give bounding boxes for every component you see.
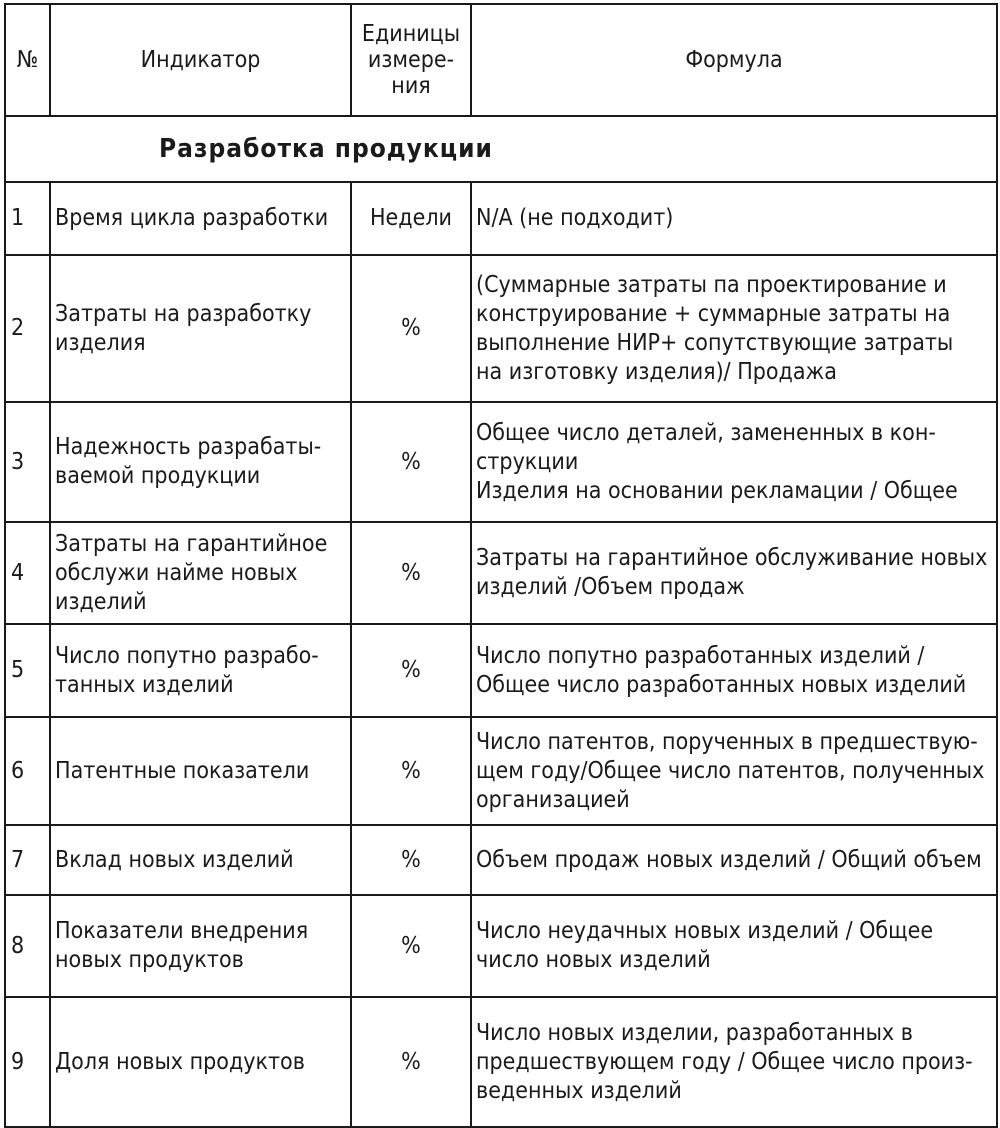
- formula-cell: N/A (не подходит): [471, 182, 997, 255]
- indicator-cell: Вклад новых изделий: [50, 825, 351, 895]
- row-number: 9: [5, 997, 50, 1127]
- formula-cell: Число неудачных новых изделий / Общее число новых изделий: [471, 895, 997, 997]
- unit-cell: %: [351, 997, 471, 1127]
- row-number: 2: [5, 255, 50, 402]
- formula-cell: Затраты на гарантийное обслуживание новых изделий /Объем продаж: [471, 522, 997, 624]
- table-row: [5, 522, 997, 624]
- row-number: 4: [5, 522, 50, 624]
- unit-cell: %: [351, 522, 471, 624]
- row-number: 7: [5, 825, 50, 895]
- table-row: [5, 717, 997, 825]
- indicator-cell: Время цикла разработки: [50, 182, 351, 255]
- formula-cell: Число попутно разработанных изделий / Общее число разработанных новых изделий: [471, 624, 997, 717]
- unit-cell: %: [351, 255, 471, 402]
- table-row: [5, 997, 997, 1127]
- formula-cell: Объем продаж новых изделий / Общий объем: [471, 825, 997, 895]
- row-number: 3: [5, 402, 50, 522]
- indicator-cell: Надежность разрабаты- ваемой продукции: [50, 402, 351, 522]
- indicator-cell: Число попутно разрабо- танных изделий: [50, 624, 351, 717]
- indicator-cell: Показатели внедрения новых продуктов: [50, 895, 351, 997]
- unit-cell: %: [351, 825, 471, 895]
- header-num: №: [5, 4, 50, 116]
- unit-cell: Недели: [351, 182, 471, 255]
- unit-cell: %: [351, 624, 471, 717]
- unit-cell: %: [351, 402, 471, 522]
- table-row: [5, 895, 997, 997]
- formula-cell: Число патентов, порученных в предшествую- щем году/Общее число патентов, полученных организацией: [471, 717, 997, 825]
- row-number: 5: [5, 624, 50, 717]
- formula-cell: Общее число деталей, замененных в кон- струкции Изделия на основании рекламации / Общее: [471, 402, 997, 522]
- formula-cell: (Суммарные затраты па проектирование и конструирование + суммарные затраты на выполнение НИР+ сопутствующие затраты на изготовку изделия)/ Продажа: [471, 255, 997, 402]
- unit-cell: %: [351, 717, 471, 825]
- table-row: [5, 402, 997, 522]
- table-row: [5, 624, 997, 717]
- table-row: [5, 255, 997, 402]
- indicator-cell: Доля новых продуктов: [50, 997, 351, 1127]
- indicator-cell: Патентные показатели: [50, 717, 351, 825]
- header-formula: Формула: [471, 4, 997, 116]
- row-number: 6: [5, 717, 50, 825]
- indicator-cell: Затраты на разработку изделия: [50, 255, 351, 402]
- unit-cell: %: [351, 895, 471, 997]
- table-row: [5, 825, 997, 895]
- indicators-table: [4, 3, 998, 1128]
- header-units: Единицы измере- ния: [351, 4, 471, 116]
- header-indicator: Индикатор: [50, 4, 351, 116]
- indicator-cell: Затраты на гарантийное обслужи найме новых изделий: [50, 522, 351, 624]
- row-number: 1: [5, 182, 50, 255]
- row-number: 8: [5, 895, 50, 997]
- header-row: [5, 4, 997, 116]
- table-row: [5, 182, 997, 255]
- section-title: Разработка продукции: [5, 116, 997, 182]
- section-row: [5, 116, 997, 182]
- formula-cell: Число новых изделии, разработанных в предшествующем году / Общее число произ- веденных изделий: [471, 997, 997, 1127]
